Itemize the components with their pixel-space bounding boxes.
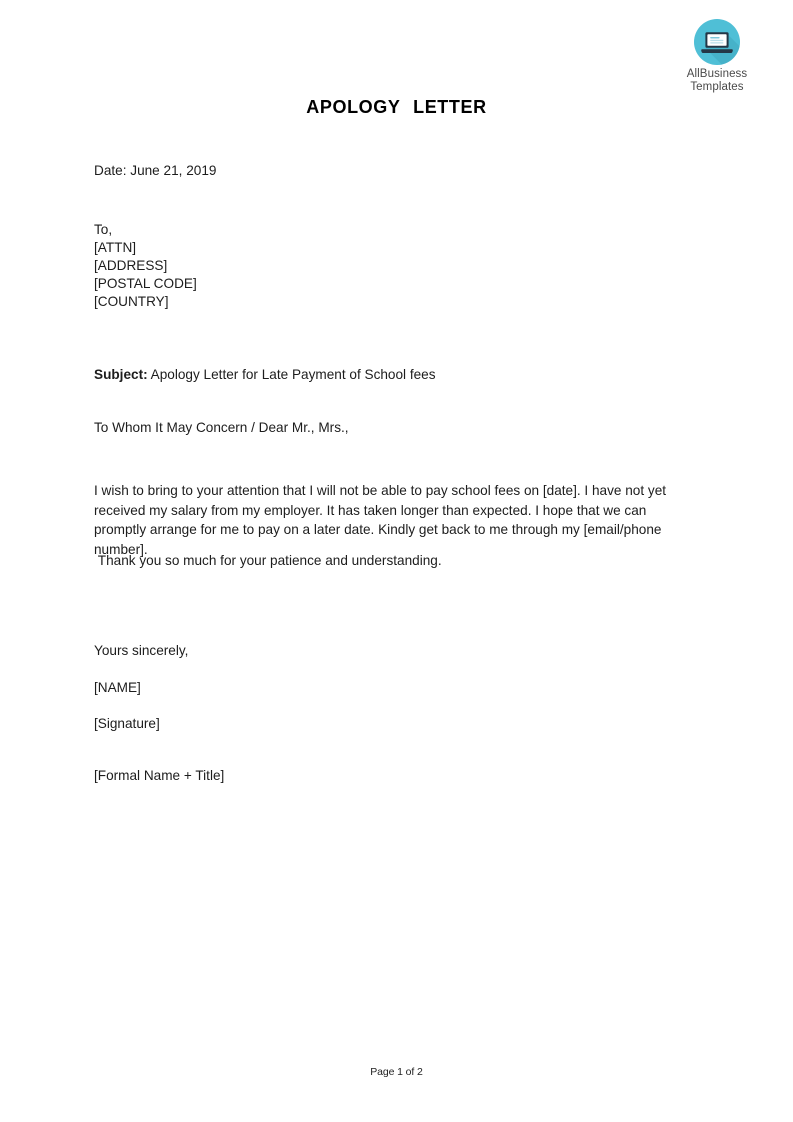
address-line: [POSTAL CODE] xyxy=(94,276,197,291)
subject-text: Apology Letter for Late Payment of School fees xyxy=(147,367,436,382)
subject-label: Subject: xyxy=(94,367,148,382)
brand-name-line2: Templates xyxy=(690,81,744,93)
brand-name-line1: AllBusiness xyxy=(686,68,748,80)
page-footer: Page 1 of 2 xyxy=(370,1066,423,1078)
brand-name xyxy=(669,68,765,94)
address-line: [ADDRESS] xyxy=(94,258,168,273)
address-line: [COUNTRY] xyxy=(94,294,169,309)
page-title xyxy=(0,97,793,118)
date-line: Date: June 21, 2019 xyxy=(94,163,217,178)
address-line: To, xyxy=(94,222,113,237)
recipient-address-block xyxy=(94,221,197,311)
brand-logo[interactable] xyxy=(669,18,765,94)
closing-signature: [Signature] xyxy=(94,716,160,731)
laptop-icon xyxy=(693,18,741,66)
subject-line xyxy=(94,365,436,385)
closing-salutation: Yours sincerely, xyxy=(94,643,189,658)
closing-block xyxy=(94,641,188,734)
address-line: [ATTN] xyxy=(94,240,137,255)
page-title-text: APOLOGY LETTER xyxy=(306,97,487,117)
salutation-line: To Whom It May Concern / Dear Mr., Mrs., xyxy=(94,420,349,435)
body-paragraph: I wish to bring to your attention that I will not be able to pay school fees on [date]. I have not yet received my salary from my employer. It has taken longer than expected. I hope that we can promptly arrange for me to pay on a later date. Kindly get back to me through my [email/phone number]. xyxy=(94,483,670,557)
thanks-line: Thank you so much for your patience and understanding. xyxy=(94,553,442,568)
closing-name: [NAME] xyxy=(94,679,141,695)
formal-name-line: [Formal Name + Title] xyxy=(94,768,225,783)
